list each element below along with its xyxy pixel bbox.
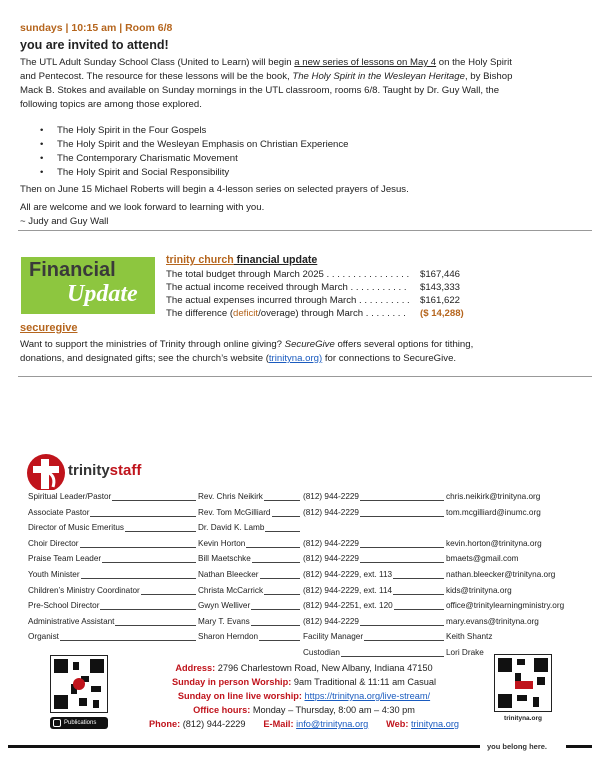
securegive-title: securegive bbox=[20, 322, 78, 334]
intro-text: and Pentecost. The resource for these lessons will be the book, bbox=[20, 71, 293, 82]
staff-role: Pre-School Director bbox=[28, 599, 100, 613]
qr-brand-mark bbox=[515, 681, 533, 689]
staff-phone: Custodian bbox=[303, 646, 341, 660]
staff-role: Director of Music Emeritus bbox=[28, 521, 125, 535]
finance-row bbox=[166, 281, 461, 294]
staff-phone: (812) 944-2229 bbox=[303, 537, 360, 551]
staff-email[interactable]: bmaets@gmail.com bbox=[446, 552, 519, 566]
finance-amount-deficit: ($ 14,288) bbox=[420, 308, 464, 319]
staff-name: Dr. David K. Lamb bbox=[198, 521, 265, 535]
finance-title-brand: trinity church bbox=[166, 254, 234, 266]
staff-email: Keith Shantz bbox=[446, 630, 493, 644]
list-item: • The Contemporary Charismatic Movement bbox=[40, 152, 349, 166]
intro-text: , by Bishop bbox=[464, 71, 513, 82]
securegive-text: offers several options for tithing, bbox=[334, 339, 474, 350]
staff-name: Rev. Chris Neikirk bbox=[198, 490, 264, 504]
trinity-cross-logo bbox=[26, 453, 66, 493]
finance-row bbox=[166, 268, 461, 281]
finance-row bbox=[166, 294, 461, 307]
finance-label: /overage) through March . . . . . . . . bbox=[258, 308, 406, 319]
staff-name: Gwyn Welliver bbox=[198, 599, 251, 613]
staff-email[interactable]: mary.evans@trinityna.org bbox=[446, 615, 540, 629]
staff-phone: (812) 944-2251, ext. 120 bbox=[303, 599, 394, 613]
finance-label: The total budget through March 2025 . . . . . . . . . . . . . . . . bbox=[166, 269, 410, 280]
securegive-brand: SecureGive bbox=[284, 339, 335, 350]
staff-email[interactable]: nathan.bleecker@trinityna.org bbox=[446, 568, 556, 582]
qr-code-publications[interactable] bbox=[50, 655, 108, 713]
staff-heading bbox=[68, 462, 141, 479]
book-icon bbox=[53, 719, 61, 727]
staff-email[interactable]: office@trinitylearningministry.org bbox=[446, 599, 565, 613]
staff-phone: (812) 944-2229, ext. 114 bbox=[303, 584, 393, 598]
intro-paragraph bbox=[20, 56, 590, 112]
hours-label: Office hours: bbox=[193, 705, 251, 715]
finance-label: The difference ( bbox=[166, 308, 234, 319]
financial-update-logo bbox=[21, 257, 155, 314]
footer-bar-end bbox=[566, 745, 592, 748]
footer-bar bbox=[8, 745, 480, 748]
staff-role: Children’s Ministry Coordinator bbox=[28, 584, 141, 598]
contact-info bbox=[120, 661, 488, 731]
website-link[interactable]: trinityna.org) bbox=[268, 353, 323, 364]
qr-code-website[interactable] bbox=[494, 654, 552, 712]
hours-text: Monday – Thursday, 8:00 am – 4:30 pm bbox=[252, 705, 415, 715]
staff-name: Bill Maetschke bbox=[198, 552, 252, 566]
logo-text: Financial bbox=[29, 259, 116, 281]
divider bbox=[18, 230, 592, 231]
staff-heading-word: staff bbox=[109, 462, 142, 479]
finance-amount: $161,622 bbox=[420, 295, 461, 306]
phone-label: Phone: bbox=[149, 719, 181, 729]
intro-text: following topics are among those explored. bbox=[20, 99, 202, 110]
staff-role: Organist bbox=[28, 630, 60, 644]
schedule-line: sundays | 10:15 am | Room 6/8 bbox=[20, 22, 173, 34]
staff-phone: (812) 944-2229, ext. 113 bbox=[303, 568, 393, 582]
series-link[interactable]: a new series of lessons on May 4 bbox=[294, 57, 437, 68]
qr-website-caption: trinityna.org bbox=[504, 715, 542, 722]
staff-email[interactable]: chris.neikirk@trinityna.org bbox=[446, 490, 541, 504]
finance-label: The actual income received through March . . . . . . . . . . . bbox=[166, 282, 407, 293]
intro-text: The UTL Adult Sunday School Class (United to Learn) will begin bbox=[20, 57, 295, 68]
staff-role: Spiritual Leader/Pastor bbox=[28, 490, 112, 504]
securegive-text: donations, and designated gifts; see the church’s website ( bbox=[20, 353, 269, 364]
staff-role: Associate Pastor bbox=[28, 506, 90, 520]
list-item: • The Holy Spirit and Social Responsibility bbox=[40, 166, 349, 180]
email-label: E-Mail: bbox=[263, 719, 294, 729]
finance-amount: $167,446 bbox=[420, 269, 461, 280]
livestream-link[interactable]: https://trinityna.org/live-stream/ bbox=[304, 691, 431, 701]
finance-title-text: financial update bbox=[233, 254, 318, 266]
staff-email[interactable]: tom.mcgilliard@inumc.org bbox=[446, 506, 542, 520]
staff-role: Praise Team Leader bbox=[28, 552, 102, 566]
securegive-text: for connections to SecureGive. bbox=[322, 353, 457, 364]
list-item: • The Holy Spirit in the Four Gospels bbox=[40, 124, 349, 138]
address-label: Address: bbox=[175, 663, 216, 673]
address-text: 2796 Charlestown Road, New Albany, Indiana 47150 bbox=[217, 663, 433, 673]
staff-email[interactable]: kevin.horton@trinityna.org bbox=[446, 537, 543, 551]
signature: ~ Judy and Guy Wall bbox=[20, 216, 109, 227]
email-link[interactable]: info@trinityna.org bbox=[296, 719, 369, 729]
intro-text: on the Holy Spirit bbox=[436, 57, 512, 68]
finance-amount: $143,333 bbox=[420, 282, 461, 293]
staff-role: Administrative Assistant bbox=[28, 615, 115, 629]
staff-name: Nathan Bleecker bbox=[198, 568, 260, 582]
finance-label: The actual expenses incurred through March . . . . . . . . . . bbox=[166, 295, 410, 306]
worship-label: Sunday in person Worship: bbox=[172, 677, 292, 687]
intro-paragraph-2: Then on June 15 Michael Roberts will begin a 4-lesson series on selected prayers of Jesus. bbox=[20, 184, 409, 195]
book-title: The Holy Spirit in the Wesleyan Heritage bbox=[292, 71, 465, 82]
intro-paragraph-3: All are welcome and we look forward to learning with you. bbox=[20, 202, 265, 213]
publications-badge[interactable] bbox=[50, 717, 108, 729]
staff-phone: (812) 944-2229 bbox=[303, 490, 360, 504]
staff-role: Choir Director bbox=[28, 537, 80, 551]
invite-heading: you are invited to attend! bbox=[20, 38, 169, 52]
staff-phone: (812) 944-2229 bbox=[303, 615, 360, 629]
topics-list bbox=[40, 124, 349, 180]
web-label: Web: bbox=[386, 719, 409, 729]
securegive-text: Want to support the ministries of Trinity through online giving? bbox=[20, 339, 285, 350]
staff-phone: (812) 944-2229 bbox=[303, 506, 360, 520]
web-link[interactable]: trinityna.org bbox=[410, 719, 459, 729]
staff-role: Youth Minister bbox=[28, 568, 81, 582]
staff-phone: (812) 944-2229 bbox=[303, 552, 360, 566]
staff-name: Mary T. Evans bbox=[198, 615, 251, 629]
logo-text: Update bbox=[67, 281, 138, 307]
staff-email: Lori Drake bbox=[446, 646, 485, 660]
staff-name: Sharon Herndon bbox=[198, 630, 259, 644]
staff-email[interactable]: kids@trinityna.org bbox=[446, 584, 513, 598]
finance-row bbox=[166, 307, 464, 320]
cross-logo-icon bbox=[26, 453, 66, 493]
staff-name: Christa McCarrick bbox=[198, 584, 264, 598]
worship-text: 9am Traditional & 11:11 am Casual bbox=[293, 677, 436, 687]
livestream-label: Sunday on line live worship: bbox=[177, 691, 302, 701]
list-item: • The Holy Spirit and the Wesleyan Emphasis on Christian Experience bbox=[40, 138, 349, 152]
divider bbox=[18, 376, 592, 377]
staff-name: Rev. Tom McGilliard bbox=[198, 506, 272, 520]
finance-title bbox=[166, 254, 317, 266]
deficit-word: deficit bbox=[233, 308, 259, 319]
staff-name: Kevin Horton bbox=[198, 537, 246, 551]
securegive-paragraph bbox=[20, 338, 473, 366]
staff-phone: Facility Manager bbox=[303, 630, 364, 644]
intro-text: Mack B. Stokes and available on Sunday mornings in the UTL classroom, rooms 6/8. Taught by Dr. Guy Wall, the bbox=[20, 85, 500, 96]
staff-heading-brand: trinity bbox=[68, 462, 110, 479]
publications-label: Publications bbox=[64, 720, 97, 726]
phone-text: (812) 944-2229 bbox=[182, 719, 246, 729]
tagline: you belong here. bbox=[487, 742, 548, 751]
